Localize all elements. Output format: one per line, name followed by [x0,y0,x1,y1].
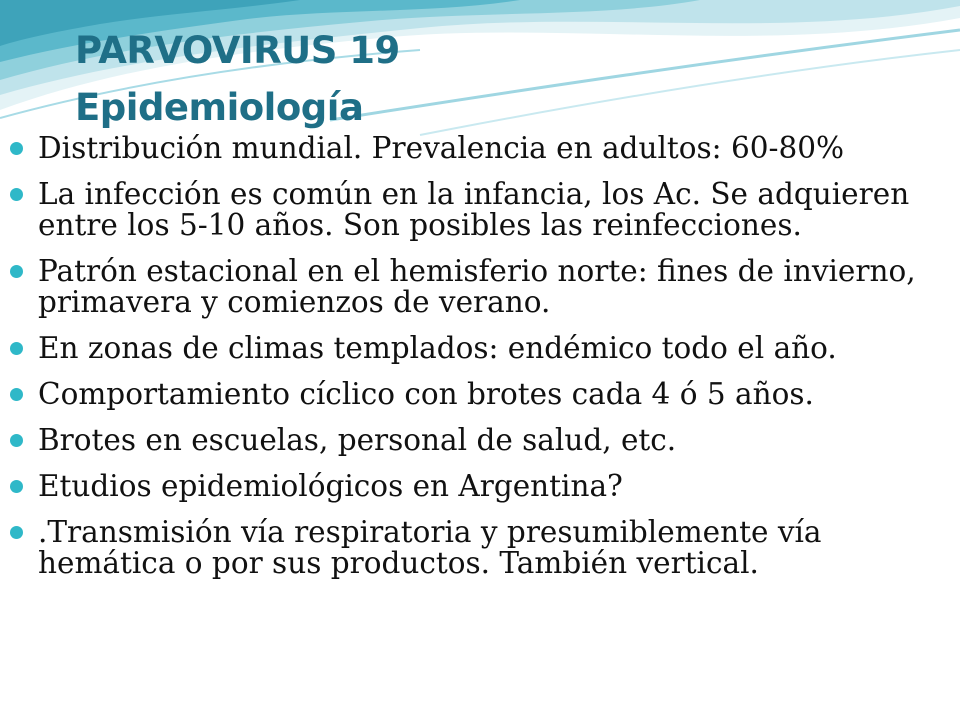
slide-title [75,22,400,136]
bullet-item [38,517,953,579]
bullet-dot-icon [10,526,23,539]
title-line-1: PARVOVIRUS 19 [75,29,400,72]
bullet-dot-icon [10,265,23,278]
bullet-dot-icon [10,188,23,201]
bullet-text: Etudios epidemiológicos en Argentina? [38,469,623,503]
bullet-text: .Transmisión vía respiratoria y presumiblemente vía hemática o por sus productos. También vertical. [38,515,822,580]
title-line-2: Epidemiología [75,86,364,129]
bullet-text: Comportamiento cíclico con brotes cada 4 ó 5 años. [38,377,814,411]
bullet-text: La infección es común en la infancia, los Ac. Se adquieren entre los 5-10 años. Son posibles las reinfecciones. [38,177,910,242]
bullet-dot-icon [10,142,23,155]
bullet-text: En zonas de climas templados: endémico todo el año. [38,331,837,365]
bullet-dot-icon [10,342,23,355]
bullet-item [38,256,953,318]
bullet-item [38,179,953,241]
bullet-item [38,425,953,456]
bullet-item [38,379,953,410]
bullet-item [38,471,953,502]
bullet-dot-icon [10,480,23,493]
bullet-dot-icon [10,388,23,401]
bullet-item [38,333,953,364]
bullet-dot-icon [10,434,23,447]
bullet-text: Patrón estacional en el hemisferio norte: fines de invierno, primavera y comienzos de verano. [38,254,916,319]
bullet-item [38,133,953,164]
bullet-text: Distribución mundial. Prevalencia en adultos: 60-80% [38,131,845,165]
bullet-text: Brotes en escuelas, personal de salud, etc. [38,423,677,457]
bullet-list [38,133,953,594]
